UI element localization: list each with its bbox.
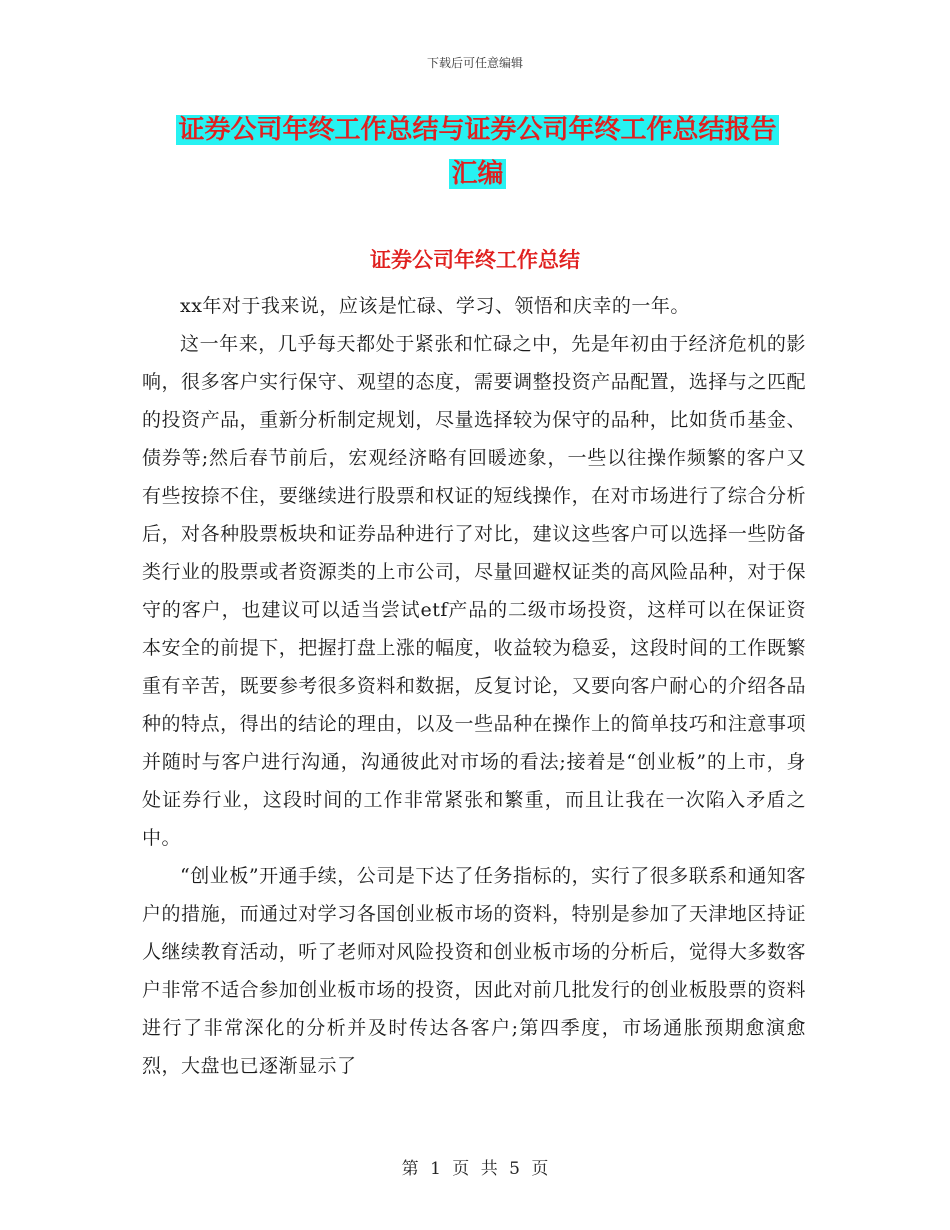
page-header-note: 下载后可任意编辑 [426, 56, 523, 70]
document-body [142, 287, 806, 1085]
paragraph: “创业板”开通手续，公司是下达了任务指标的，实行了很多联系和通知客户的措施，而通过对学习各国创业板市场的资料，特别是参加了天津地区持证人继续教育活动，听了老师对风险投资和创业板市场的分析后，觉得大多数客户非常不适合参加创业板市场的投资，因此对前几批发行的创业板股票的资料进行了非常深化的分析并及时传达各客户;第四季度，市场通胀预期愈演愈烈，大盘也已逐渐显示了 [142, 865, 806, 1077]
paragraph: xx年对于我来说，应该是忙碌、学习、领悟和庆幸的一年。 [180, 295, 690, 317]
paragraph: 这一年来，几乎每天都处于紧张和忙碌之中，先是年初由于经济危机的影响，很多客户实行保守、观望的态度，需要调整投资产品配置，选择与之匹配的投资产品，重新分析制定规划，尽量选择较为保守的品种，比如货币基金、债券等;然后春节前后，宏观经济略有回暖迹象，一些以往操作频繁的客户又有些按捺不住，要继续进行股票和权证的短线操作，在对市场进行了综合分析后，对各种股票板块和证券品种进行了对比，建议这些客户可以选择一些防备类行业的股票或者资源类的上市公司，尽量回避权证类的高风险品种，对于保守的客户，也建议可以适当尝试etf产品的二级市场投资，这样可以在保证资本安全的前提下，把握打盘上涨的幅度，收益较为稳妥，这段时间的工作既繁重有辛苦，既要参考很多资料和数据，反复讨论，又要向客户耐心的介绍各品种的特点，得出的结论的理由，以及一些品种在操作上的简单技巧和注意事项并随时与客户进行沟通，沟通彼此对市场的看法;接着是“创业板”的上市，身处证券行业，这段时间的工作非常紧张和繁重，而且让我在一次陷入矛盾之中。 [142, 333, 806, 849]
document-title-line-1: 证券公司年终工作总结与证券公司年终工作总结报告 [178, 115, 777, 145]
document-title-line-2: 汇编 [451, 159, 504, 189]
section-title: 证券公司年终工作总结 [370, 247, 580, 272]
page-footer: 第 1 页 共 5 页 [401, 1159, 549, 1179]
